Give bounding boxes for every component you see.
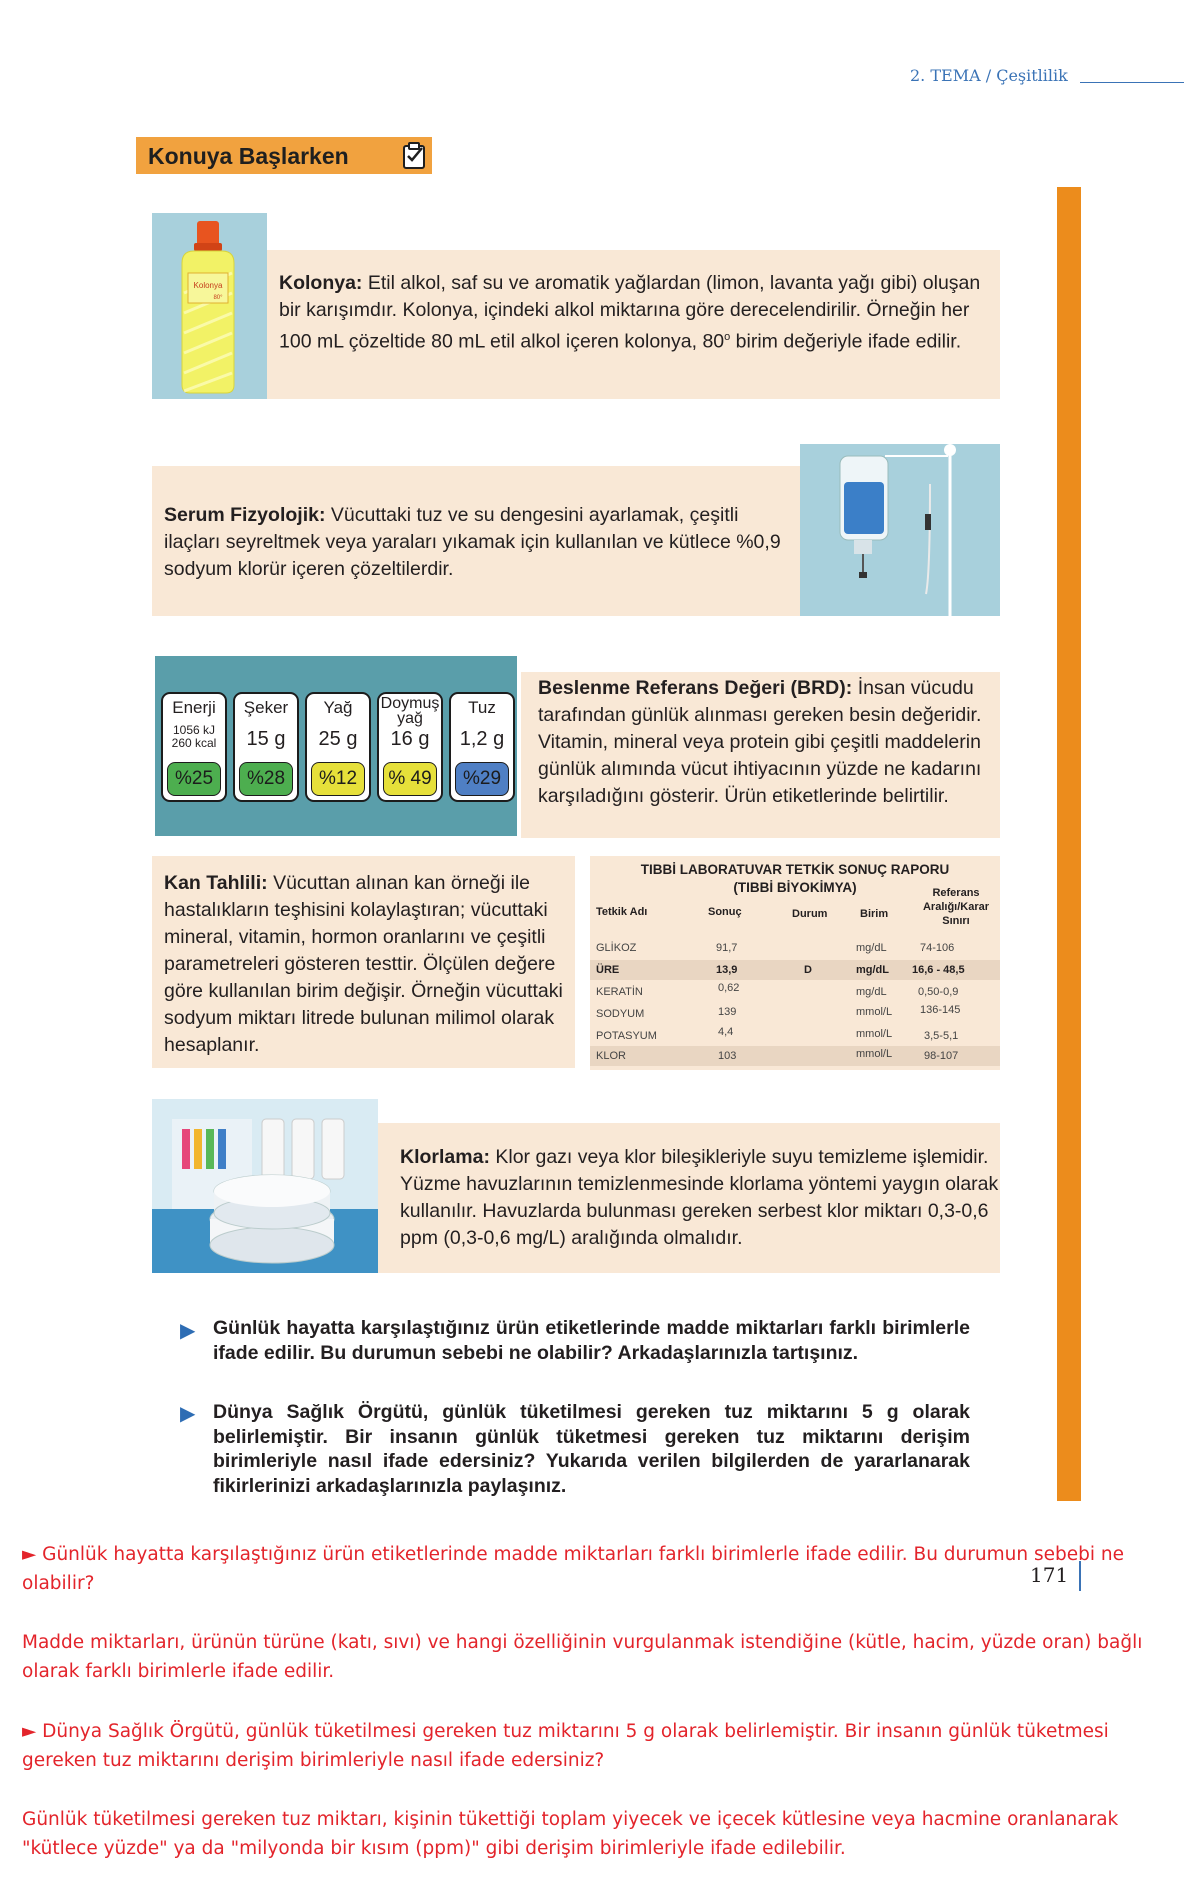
test-name: SODYUM — [596, 1008, 645, 1020]
nutrient-percent: %28 — [239, 762, 293, 796]
table-row — [590, 1026, 1000, 1046]
page-number: 171 — [1030, 1563, 1069, 1587]
nutrition-label-image — [155, 656, 517, 836]
test-result: 91,7 — [716, 942, 738, 954]
nutrient-percent: %29 — [455, 762, 509, 796]
saline-description — [164, 502, 794, 583]
col-header-result: Sonuç — [708, 906, 742, 918]
chlorine-tablets-image — [152, 1099, 378, 1273]
question-2: Dünya Sağlık Örgütü, günlük tüketilmesi gereken tuz miktarını 5 g olarak belirlemiştir. Bir insanın günlük tüketmesi gereken tuz miktarını derişim birimleriyle nasıl ifade edersiniz? Yukarıda verilen bilgilerden de yararlanarak fikirlerinizi arkadaşlarınızla paylaşınız. — [213, 1401, 970, 1497]
nutrient-value: 25 g — [318, 728, 358, 750]
nutrition-card-saturated-fat — [377, 692, 443, 802]
nutrient-value: 16 g — [390, 728, 430, 750]
test-unit: mg/dL — [856, 986, 887, 998]
table-row — [590, 1046, 1000, 1066]
nutrition-card-fat — [305, 692, 371, 802]
answer-question-2-prompt: ► Dünya Sağlık Örgütü, günlük tüketilmesi gereken tuz miktarını 5 g olarak belirlemiştir. Bir insanın günlük tüketmesi gereken tuz miktarını derişim birimleriyle nasıl ifade edersiniz? — [22, 1721, 1109, 1771]
test-name: KLOR — [596, 1050, 626, 1062]
checklist-icon — [402, 142, 428, 170]
nutrient-percent: % 49 — [383, 762, 437, 796]
test-unit: mmol/L — [856, 1048, 893, 1060]
nutrient-name: Tuz — [468, 698, 496, 717]
table-row — [590, 960, 1000, 980]
brd-text: İnsan vücudu tarafından günlük alınması gereken besin değeridir. Vitamin, mineral veya protein gibi çeşitli maddelerin günlük alımında vücut ihtiyacının yüzde ne kadarını karşıladığını gösterir. Ürün etiketlerinde belirtilir. — [538, 677, 982, 807]
nutrient-percent: %25 — [167, 762, 221, 796]
test-result: 139 — [718, 1006, 737, 1018]
brd-description — [538, 675, 998, 810]
chlorination-term: Klorlama: — [400, 1146, 490, 1168]
nutrient-value: 15 g — [246, 728, 286, 750]
cologne-term: Kolonya: — [279, 272, 363, 294]
brd-term: Beslenme Referans Değeri (BRD): — [538, 677, 853, 699]
play-arrow-icon: ▶ — [180, 1403, 196, 1425]
col-header-status: Durum — [792, 908, 828, 920]
test-status: D — [804, 964, 812, 976]
col-header-unit: Birim — [860, 908, 889, 920]
ref-header-line3: Sınırı — [942, 915, 970, 927]
nutrient-name: Enerji — [172, 698, 216, 717]
blood-test-term: Kan Tahlili: — [164, 872, 268, 894]
test-unit: mmol/L — [856, 1006, 893, 1018]
table-row — [590, 1004, 1000, 1024]
saline-term: Serum Fizyolojik: — [164, 504, 326, 526]
lab-report-table — [590, 856, 1000, 1070]
nutrient-name: Yağ — [323, 698, 353, 717]
section-title: Konuya Başlarken — [148, 143, 349, 169]
col-header-reference — [906, 886, 1006, 928]
test-name: ÜRE — [596, 964, 620, 976]
iv-bag-image — [800, 444, 1000, 616]
iv-drip-illustration — [800, 444, 1000, 616]
test-unit: mg/dL — [856, 964, 889, 976]
blood-test-text: Vücuttan alınan kan örneği ile hastalıkların teşhisini kolaylaştıran; vücuttaki mineral, vitamin, hormon oranlarını ve çeşitli parametreleri gösteren testtir. Ölçülen değere göre kullanılan birim değişir. Örneğin vücuttaki sodyum miktarı litrede bulunan milimol olarak hesaplanır. — [164, 872, 563, 1056]
chlorination-text: Klor gazı veya klor bileşikleriyle suyu temizleme işlemidir. Yüzme havuzlarının temizlenmesinde klorlama yöntemi yaygın olarak kullanılır. Havuzlarda bulunması gereken serbest klor miktarı 0,3-0,6 ppm (0,3-0,6 mg/L) aralığında olmalıdır. — [400, 1146, 999, 1249]
test-name: GLİKOZ — [596, 942, 637, 954]
bottle-label-text: Kolonya — [193, 281, 223, 290]
test-reference: 74-106 — [920, 942, 955, 954]
chlorination-description — [400, 1144, 1000, 1252]
cologne-bottle-illustration — [152, 213, 267, 399]
test-name: KERATİN — [596, 986, 643, 998]
play-arrow-icon: ▶ — [180, 1320, 196, 1342]
cologne-description — [279, 270, 989, 356]
lab-report-title-1: TIBBİ LABORATUVAR TETKİK SONUÇ RAPORU — [640, 862, 950, 877]
test-result: 13,9 — [716, 964, 738, 976]
table-row — [590, 938, 1000, 958]
test-reference: 16,6 - 48,5 — [912, 964, 965, 976]
cologne-text-end: birim değeriyle ifade edilir. — [730, 330, 962, 353]
energy-kcal: 260 kcal — [171, 736, 217, 750]
side-accent-bar — [1057, 187, 1081, 1501]
test-unit: mmol/L — [856, 1028, 893, 1040]
energy-kj: 1056 kJ — [172, 723, 216, 737]
ref-header-line1: Referans — [932, 887, 980, 899]
nutrient-percent: %12 — [311, 762, 365, 796]
nutrition-card-energy — [161, 692, 227, 802]
cologne-bottle-image — [152, 213, 267, 399]
nutrient-value: 1,2 g — [459, 728, 505, 750]
answer-1: Madde miktarları, ürünün türüne (katı, sıvı) ve hangi özelliğinin vurgulanmak istendiğine (kütle, hacim, yüzde oran) bağlı olarak farklı birimlerle ifade edilir. — [22, 1632, 1143, 1682]
blood-test-description — [164, 870, 574, 1059]
lab-report-title-2: (TIBBİ BİYOKİMYA) — [733, 880, 857, 895]
table-row — [590, 982, 1000, 1002]
degree-mark: o — [724, 331, 731, 343]
question-1: Günlük hayatta karşılaştığınız ürün etiketlerinde madde miktarları farklı birimlerle ifade edilir. Bu durumun sebebi ne olabilir? Arkadaşlarınızla tartışınız. — [213, 1317, 970, 1364]
nutrition-card-salt — [449, 692, 515, 802]
test-name: POTASYUM — [596, 1030, 657, 1042]
header-rule — [1080, 82, 1184, 83]
section-title-banner — [136, 137, 432, 174]
nutrition-card-sugar — [233, 692, 299, 802]
test-result: 0,62 — [718, 982, 740, 994]
bottle-label-sub: 80° — [213, 295, 223, 301]
saturated-fat-name — [379, 696, 441, 726]
answer-2: Günlük tüketilmesi gereken tuz miktarı, kişinin tükettiği toplam yiyecek ve içecek kütlesine veya hacmine oranlanarak "kütlece yüzde" ya da "milyonda bir kısım (ppm)" gibi derişim birimleriyle ifade edilebilir. — [22, 1809, 1119, 1859]
saline-text: Vücuttaki tuz ve su dengesini ayarlamak, çeşitli ilaçları seyreltmek veya yaraları yıkamak için kullanılan ve kütlece %0,9 sodyum klorür içeren çözeltilerdir. — [164, 504, 781, 580]
answer-question-1-prompt: ► Günlük hayatta karşılaştığınız ürün etiketlerinde madde miktarları farklı birimlerle ifade edilir. Bu durumun sebebi ne olabilir? — [22, 1544, 1124, 1594]
cologne-text: Etil alkol, saf su ve aromatik yağlardan (limon, lavanta yağı gibi) oluşan bir karışımdır. Kolonya, içindeki alkol miktarına göre derecelendirilir. Örneğin her 100 mL çözeltide 80 mL etil alkol içeren kolonya, 80 — [279, 272, 981, 353]
test-unit: mg/dL — [856, 942, 887, 954]
theme-header: 2. TEMA / Çeşitlilik — [910, 66, 1068, 85]
nutrient-name-line1: Doymuş — [380, 695, 440, 712]
test-reference: 98-107 — [924, 1050, 959, 1062]
test-reference: 0,50-0,9 — [918, 986, 959, 998]
test-reference: 3,5-5,1 — [924, 1030, 959, 1042]
col-header-name: Tetkik Adı — [596, 906, 648, 918]
test-reference: 136-145 — [920, 1004, 961, 1016]
test-result: 103 — [718, 1050, 737, 1062]
nutrient-name-line2: yağ — [397, 710, 423, 727]
energy-values — [163, 724, 225, 750]
chlorine-tablets-illustration — [152, 1099, 378, 1273]
ref-header-line2: Aralığı/Karar — [922, 901, 990, 913]
test-result: 4,4 — [718, 1026, 734, 1038]
nutrient-name: Şeker — [243, 698, 289, 717]
